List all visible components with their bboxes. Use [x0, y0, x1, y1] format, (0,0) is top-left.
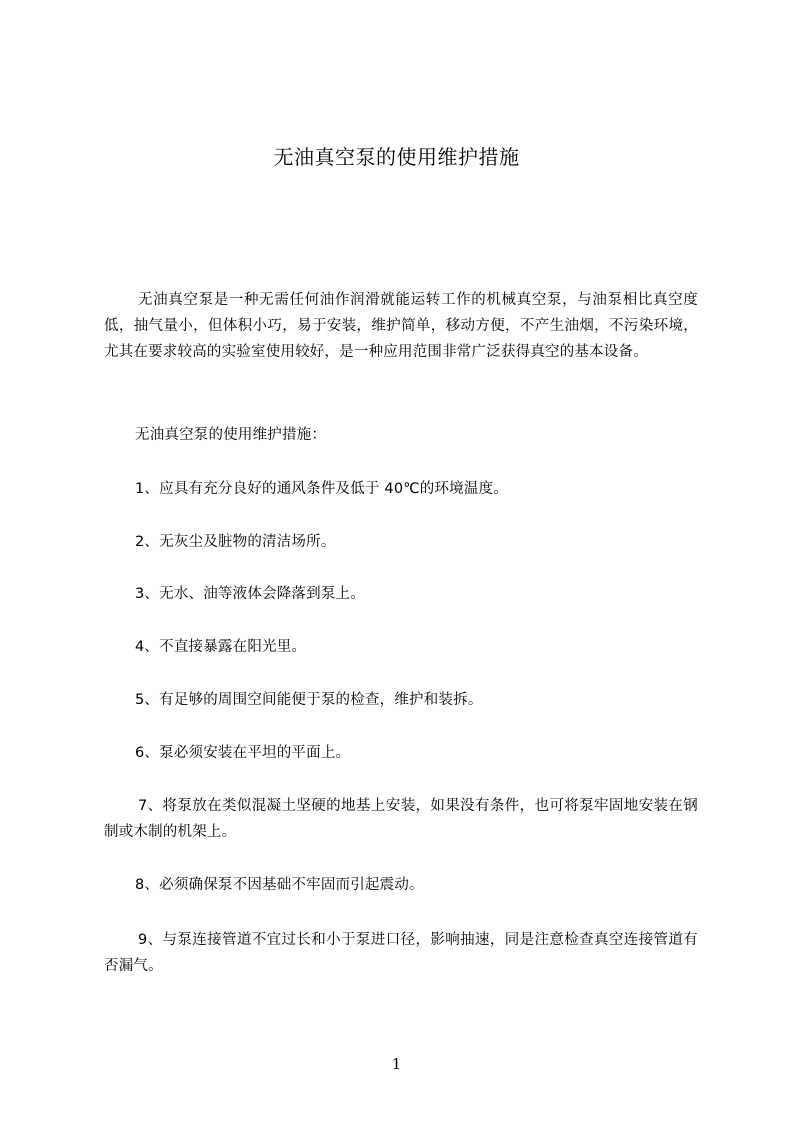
list-item: 7、将泵放在类似混凝土坚硬的地基上安装，如果没有条件，也可将泵牢固地安装在钢制或木制的机架上。 — [104, 798, 698, 840]
intro-paragraph: 无油真空泵是一种无需任何油作润滑就能运转工作的机械真空泵，与油泵相比真空度低，抽气量小，但体积小巧，易于安装，维护简单，移动方便，不产生油烟，不污染环境，尤其在要求较高的实验室使用较好，是一种应用范围非常广泛获得真空的基本设备。 — [104, 292, 698, 360]
section-heading: 无油真空泵的使用维护措施： — [135, 427, 327, 443]
list-item: 8、必须确保泵不因基础不牢固而引起震动。 — [135, 877, 424, 893]
list-item: 3、无水、油等液体会降落到泵上。 — [135, 586, 365, 602]
list-item: 5、有足够的周围空间能便于泵的检查，维护和装拆。 — [135, 692, 483, 708]
page-number: 1 — [391, 1055, 402, 1073]
list-item: 9、与泵连接管道不宜过长和小于泵进口径，影响抽速，同是注意检查真空连接管道有否漏气。 — [104, 932, 698, 974]
list-item: 4、不直接暴露在阳光里。 — [135, 639, 307, 655]
list-item: 2、无灰尘及脏物的清洁场所。 — [135, 534, 336, 550]
list-item: 1、应具有充分良好的通风条件及低于 40℃的环境温度。 — [135, 481, 508, 497]
document-title: 无油真空泵的使用维护措施 — [273, 145, 520, 169]
list-item: 6、泵必须安装在平坦的平面上。 — [135, 745, 351, 761]
